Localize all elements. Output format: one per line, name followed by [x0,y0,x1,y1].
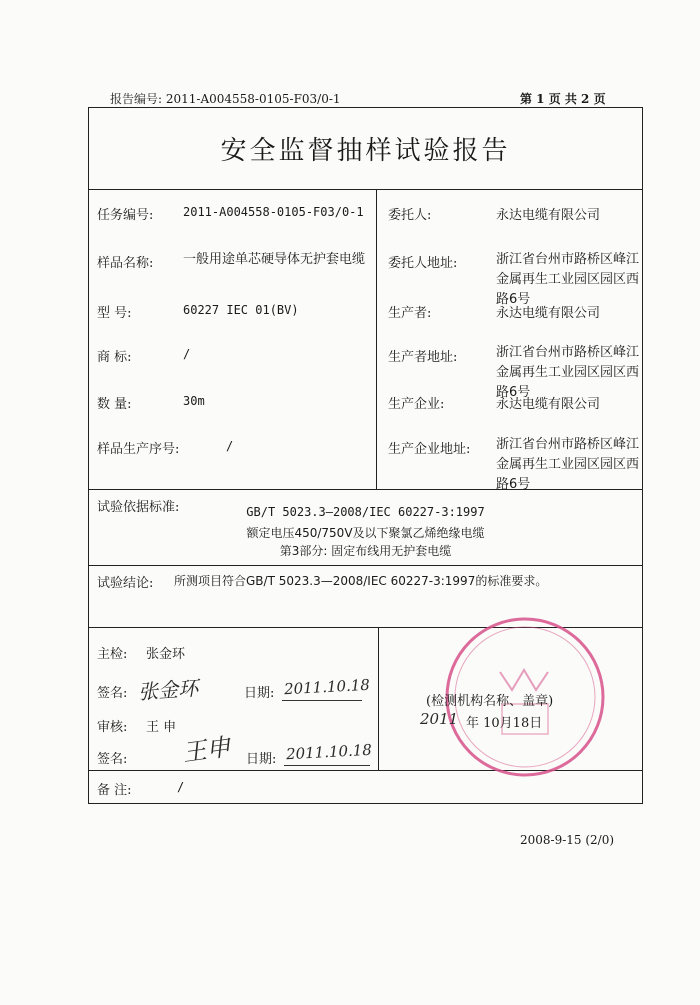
seal-date-year: 2011 [420,710,459,728]
reviewer-signature: 王申 [180,732,233,768]
client-value: 永达电缆有限公司 [496,208,601,223]
chief-date-label: 日期: [244,686,275,701]
client-address-label: 委托人地址: [388,256,458,271]
quantity-label: 数 量: [97,397,132,412]
divider-title [88,189,643,190]
basis-standard: GB/T 5023.3—2008/IEC 60227-3:1997 [246,505,485,519]
reviewer-date-underline [284,765,370,766]
enterprise-address-value: 浙江省台州市路桥区峰江金属再生工业园区园区西路6号 [496,437,640,492]
reviewer-label: 审核: [97,720,128,735]
client-address-value: 浙江省台州市路桥区峰江金属再生工业园区园区西路6号 [496,252,640,307]
reviewer-date-label: 日期: [246,752,277,767]
remark-label: 备 注: [97,783,132,798]
enterprise-label: 生产企业: [388,397,445,412]
sample-name-label: 样品名称: [97,256,154,271]
sample-name-value: 一般用途单芯硬导体无护套电缆 [183,252,366,267]
chief-signature: 张金环 [137,675,199,705]
producer-label: 生产者: [388,306,432,321]
conclusion-label: 试验结论: [97,576,154,591]
model-value: 60227 IEC 01(BV) [183,303,299,317]
producer-address-value: 浙江省台州市路桥区峰江金属再生工业园区园区西路6号 [496,345,640,400]
reviewer-name: 王 申 [146,720,177,735]
divider-basis [88,565,643,566]
reviewer-date: 2011.10.18 [285,740,373,764]
page-info: 第 1 页 共 2 页 [520,92,606,106]
task-no-label: 任务编号: [97,208,154,223]
remark-value: / [177,780,185,794]
basis-label: 试验依据标准: [97,500,180,515]
serial-label: 样品生产序号: [97,442,180,457]
client-label: 委托人: [388,208,432,223]
form-version: 2008-9-15 (2/0) [520,833,615,847]
chief-inspector-label: 主检: [97,647,128,662]
chief-date: 2011.10.18 [283,675,371,699]
trademark-label: 商 标: [97,350,132,365]
seal-date-suffix: 年 10月18日 [466,716,543,731]
enterprise-value: 永达电缆有限公司 [496,397,601,412]
chief-sign-label: 签名: [97,686,128,701]
trademark-value: / [183,347,191,361]
serial-value: / [226,439,234,453]
producer-address-label: 生产者地址: [388,350,458,365]
enterprise-address-label: 生产企业地址: [388,442,471,457]
model-label: 型 号: [97,306,132,321]
seal-caption: (检测机构名称、盖章) [426,694,554,709]
task-no-value: 2011-A004558-0105-F03/0-1 [183,205,364,219]
chief-date-underline [282,700,362,701]
chief-inspector-name: 张金环 [146,647,186,662]
conclusion-text: 所测项目符合GB/T 5023.3—2008/IEC 60227-3:1997的标准要求。 [174,574,548,588]
producer-value: 永达电缆有限公司 [496,306,601,321]
divider-sign-middle [378,627,379,770]
quantity-value: 30m [183,394,205,408]
basis-title: 额定电压450/750V及以下聚氯乙烯绝缘电缆 [246,526,485,540]
divider-info-middle [376,189,377,489]
basis-part: 第3部分: 固定布线用无护套电缆 [279,544,452,558]
reviewer-sign-label: 签名: [97,752,128,767]
report-number: 报告编号: 2011-A004558-0105-F03/0-1 [110,92,341,106]
report-title: 安全监督抽样试验报告 [220,136,511,166]
